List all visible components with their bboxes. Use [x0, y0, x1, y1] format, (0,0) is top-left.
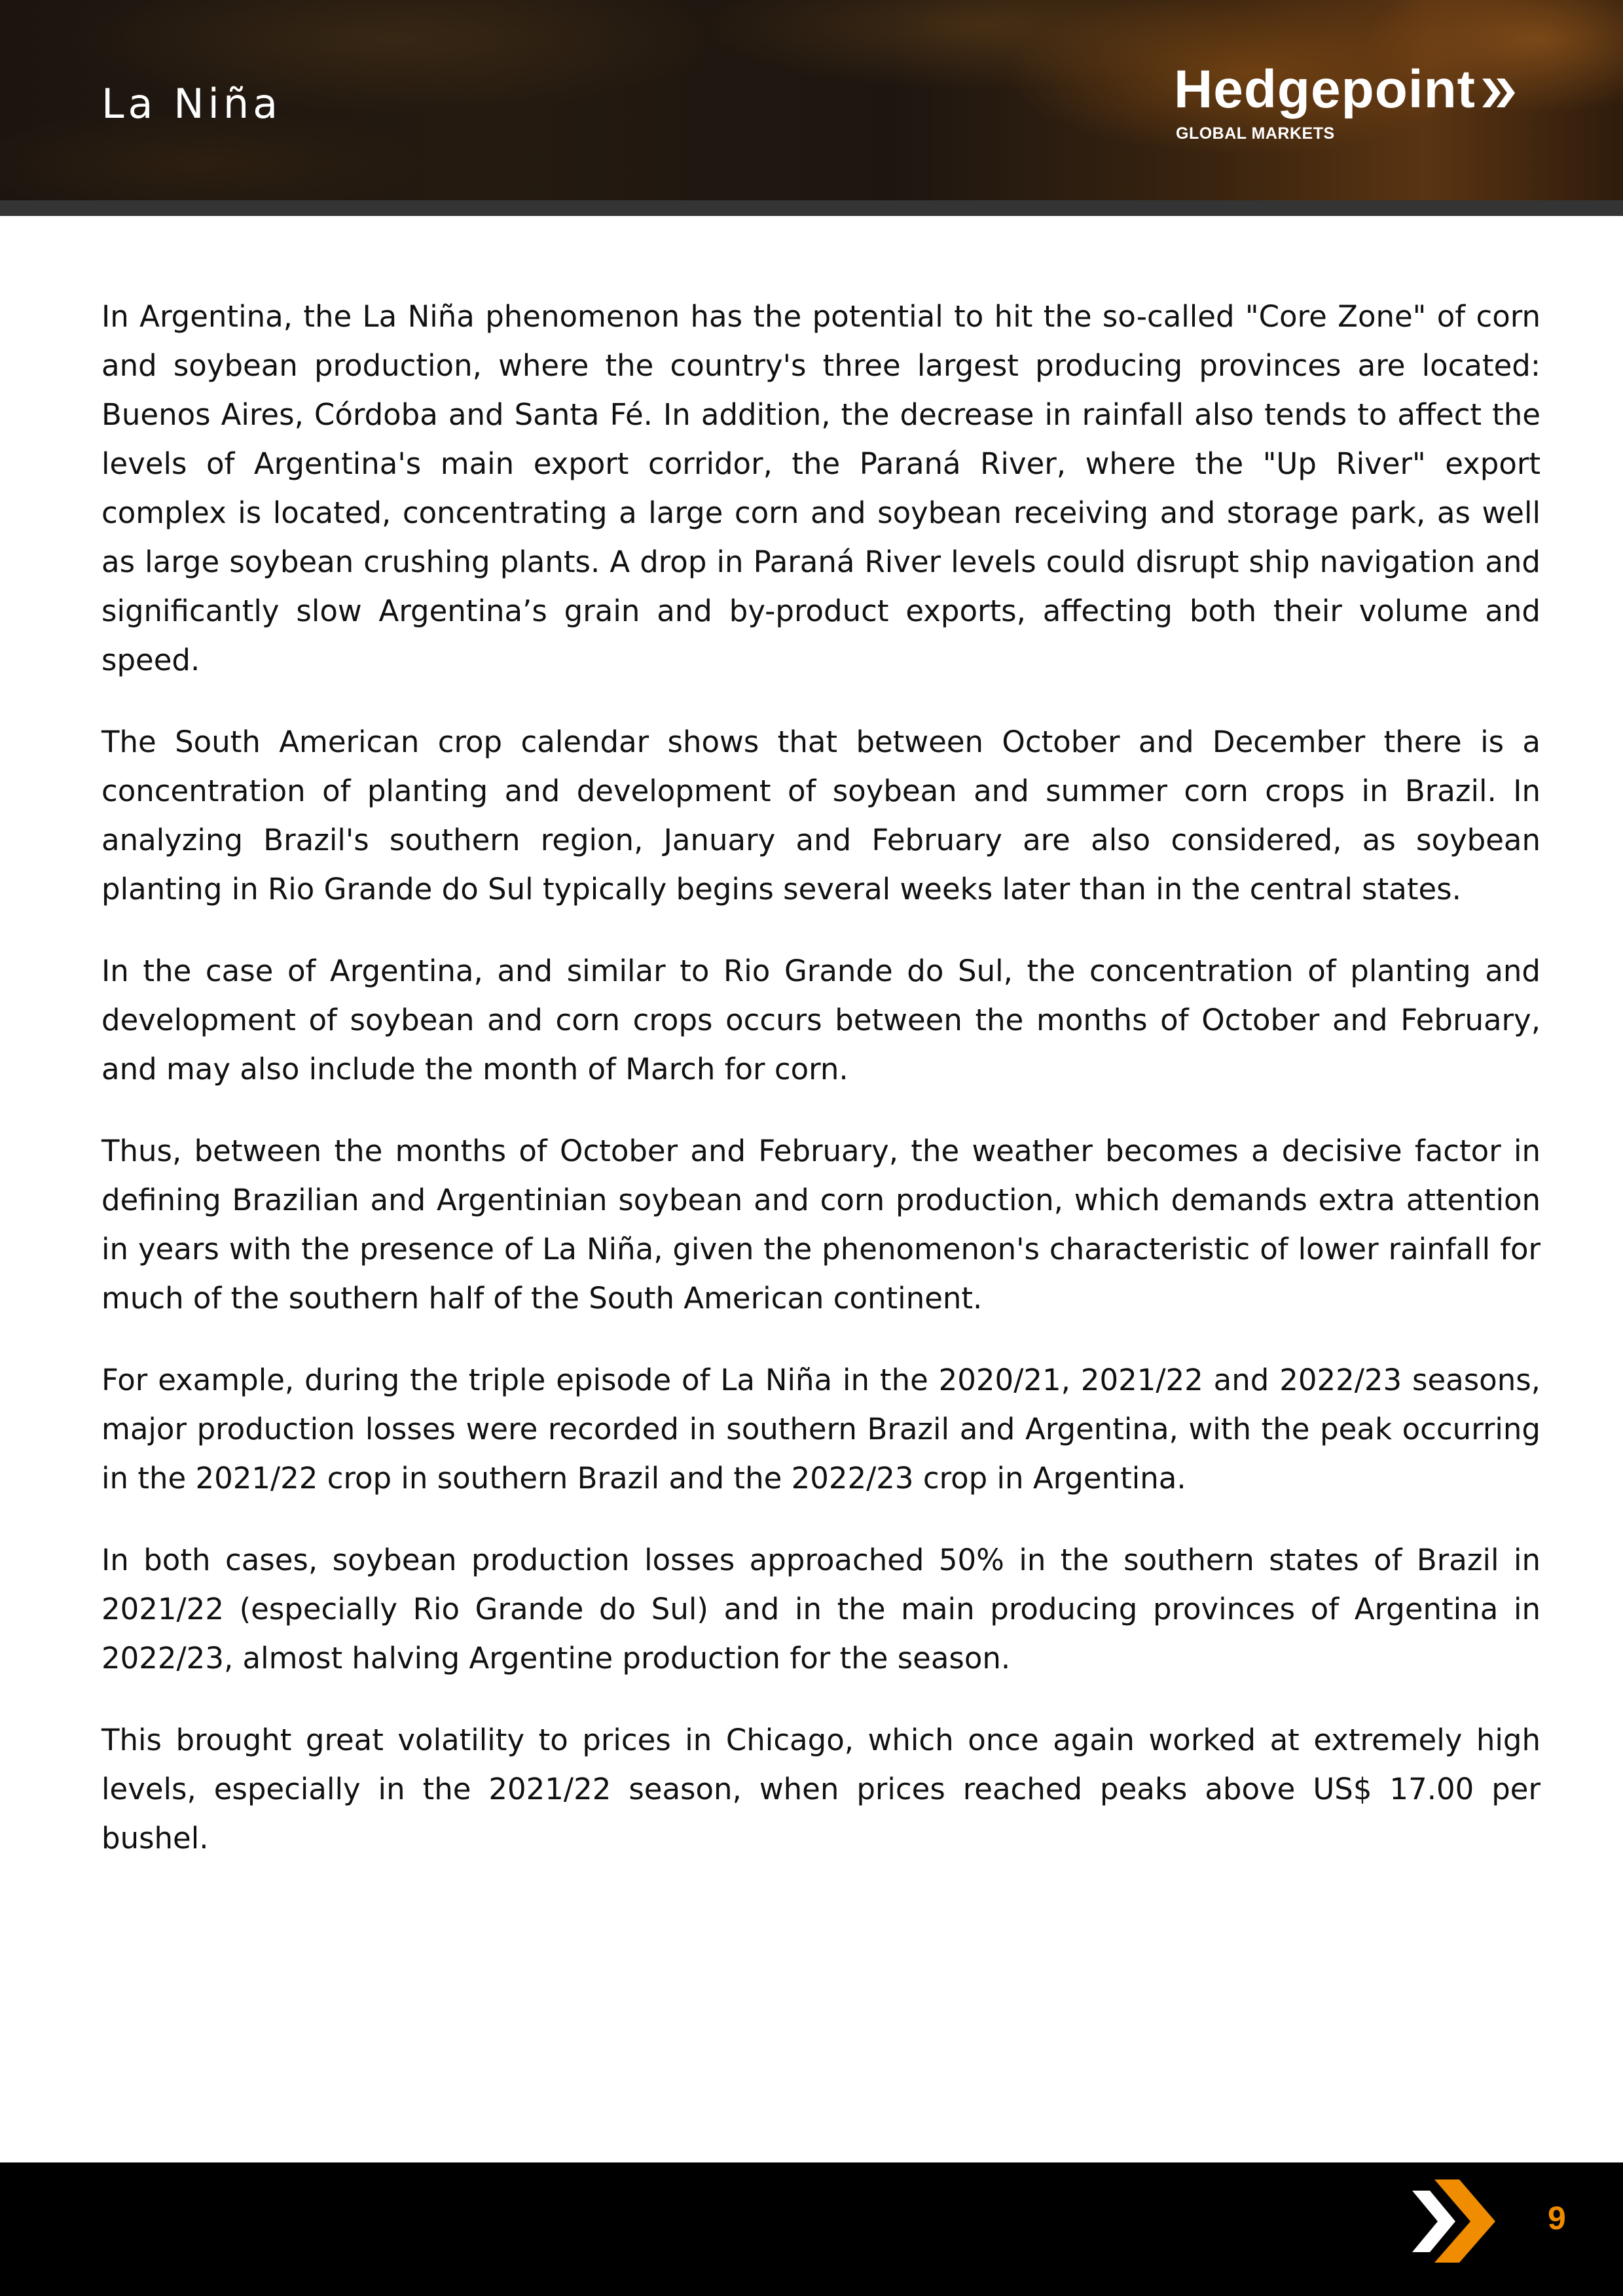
logo-name: Hedgepoint	[1174, 60, 1476, 119]
paragraph: In the case of Argentina, and similar to Rio Grande do Sul, the concentration of planting and development of soybean and corn crops occurs between the months of October and February, and may also include the month of March for corn.	[101, 954, 1541, 1086]
article-body	[101, 292, 1541, 1895]
double-chevron-right-icon	[1412, 2179, 1507, 2263]
logo-wordmark	[1174, 60, 1518, 119]
paragraph: In both cases, soybean production losses approached 50% in the southern states of Brazil in 2021/22 (especially Rio Grande do Sul) and in the main producing provinces of Argentina in 2022/23, almost halving Argentine production for the season.	[101, 1543, 1541, 1676]
paragraph: In Argentina, the La Niña phenomenon has the potential to hit the so-called "Core Zone" of corn and soybean production, where the country's three largest producing provinces are located: Buenos Aires, Córdoba and Santa Fé. In addition, the decrease in rainfall also tends to affect the levels of Argentina's main export corridor, the Paraná River, where the "Up River" export complex is located, concentrating a large corn and soybean receiving and storage park, as well as large soybean crushing plants. A drop in Paraná River levels could disrupt ship navigation and significantly slow Argentina’s grain and by-product exports, affecting both their volume and speed.	[101, 299, 1541, 677]
page-header	[0, 0, 1623, 200]
logo-tagline: GLOBAL MARKETS	[1176, 124, 1335, 143]
page-title: La Niña	[101, 80, 282, 128]
paragraph: For example, during the triple episode of La Niña in the 2020/21, 2021/22 and 2022/23 seasons, major production losses were recorded in southern Brazil and Argentina, with the peak occurring in the 2021/22 crop in southern Brazil and the 2022/23 crop in Argentina.	[101, 1363, 1541, 1496]
paragraph: This brought great volatility to prices in Chicago, which once again worked at extremely high levels, especially in the 2021/22 season, when prices reached peaks above US$ 17.00 per bushel.	[101, 1723, 1541, 1856]
header-divider-strip	[0, 200, 1623, 216]
brand-logo	[1174, 60, 1518, 143]
double-chevron-right-icon	[1481, 79, 1518, 107]
page-footer	[0, 2162, 1623, 2296]
paragraph: Thus, between the months of October and February, the weather becomes a decisive factor in defining Brazilian and Argentinian soybean and corn production, which demands extra attention in years with the presence of La Niña, given the phenomenon's characteristic of lower rainfall for much of the southern half of the South American continent.	[101, 1134, 1541, 1316]
page-number: 9	[1548, 2200, 1566, 2236]
paragraph: The South American crop calendar shows that between October and December there is a concentration of planting and development of soybean and summer corn crops in Brazil. In analyzing Brazil's southern region, January and February are also considered, as soybean planting in Rio Grande do Sul typically begins several weeks later than in the central states.	[101, 725, 1541, 906]
